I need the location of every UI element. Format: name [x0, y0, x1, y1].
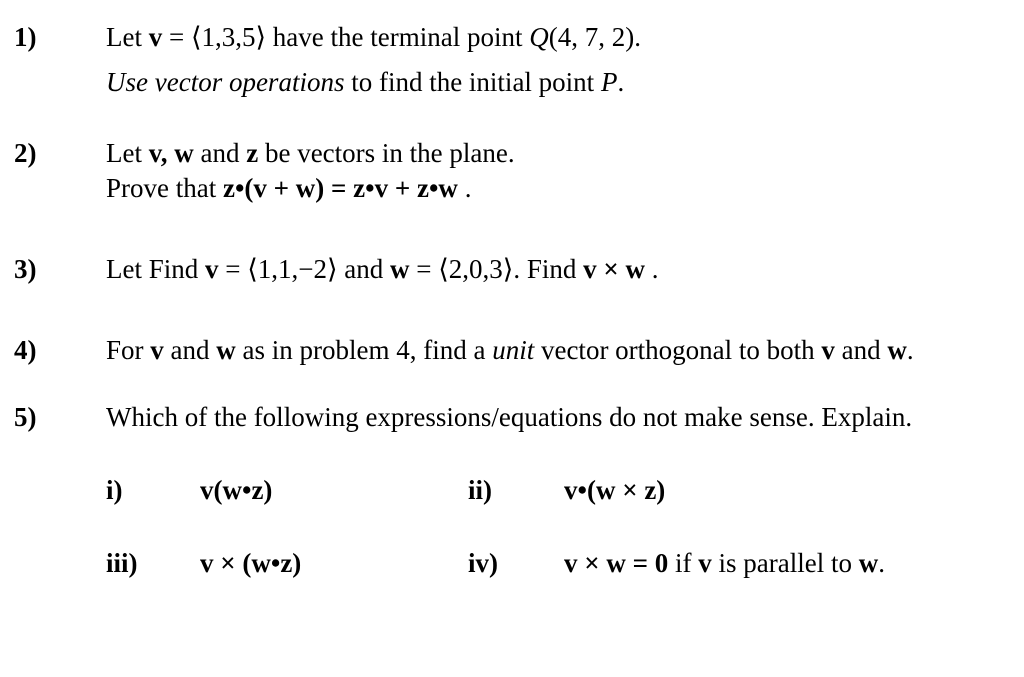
- expression: v(w•z): [200, 475, 273, 505]
- cross-product: v × w: [583, 254, 645, 284]
- vector-v: v: [150, 335, 164, 365]
- problem-1-line-1: [106, 24, 641, 51]
- subitem-iv-expression: [564, 550, 885, 577]
- vector-w: w: [858, 548, 879, 578]
- subitem-iii-expression: [200, 550, 301, 577]
- vector-v: v: [698, 548, 712, 578]
- subitem-iii-label: iii): [106, 548, 138, 578]
- text: and: [834, 335, 888, 365]
- period: .: [645, 254, 659, 284]
- problem-1-line-2: [106, 69, 624, 96]
- text: if: [668, 548, 699, 578]
- problem-5-line-1: Which of the following expressions/equations do not make sense. Explain.: [106, 402, 913, 432]
- vector-v: v: [821, 335, 835, 365]
- subitem-i-label: i): [106, 475, 123, 505]
- vector-z: z: [246, 138, 259, 168]
- equals: =: [409, 254, 439, 284]
- vector-v: v: [148, 22, 163, 52]
- problem-2-line-1: [106, 140, 515, 167]
- comma: ,: [160, 138, 175, 168]
- emphasis-unit: unit: [492, 335, 535, 365]
- subitem-ii-label: ii): [468, 475, 492, 505]
- period: .: [906, 335, 914, 365]
- text: and: [193, 138, 247, 168]
- problem-4-number: 4): [14, 335, 37, 365]
- text: and: [337, 254, 391, 284]
- vector-v-components: ⟨1,1,−2⟩: [247, 254, 338, 284]
- text: . Find: [513, 254, 584, 284]
- subitem-ii-expression: [564, 477, 665, 504]
- vector-w: w: [390, 254, 410, 284]
- point-coordinates: (4, 7, 2).: [548, 22, 641, 52]
- vector-w: w: [174, 138, 194, 168]
- problem-2-line-2: [106, 175, 471, 202]
- emphasis: Use vector operations: [106, 67, 345, 97]
- vector-components: ⟨1,3,5⟩: [190, 22, 267, 52]
- text: For: [106, 335, 151, 365]
- problem-2-number: 2): [14, 138, 37, 168]
- text: vector orthogonal to both: [534, 335, 822, 365]
- problem-5-number: 5): [14, 402, 37, 432]
- period: .: [878, 548, 885, 578]
- problem-3-line-1: [106, 256, 659, 283]
- vector-w: w: [887, 335, 907, 365]
- period: .: [457, 173, 472, 203]
- text: Prove that: [106, 173, 223, 203]
- subitem-iv-label: iv): [468, 548, 498, 578]
- text: Let: [106, 22, 149, 52]
- problem-3-number: 3): [14, 254, 37, 284]
- period: .: [617, 67, 625, 97]
- text: Let Find: [106, 254, 205, 284]
- problem-4-line-1: [106, 337, 914, 364]
- text: have the terminal point: [266, 22, 530, 52]
- text: to find the initial point: [344, 67, 601, 97]
- equals: =: [162, 22, 191, 52]
- text: be vectors in the plane.: [258, 138, 515, 168]
- expression: v•(w × z): [564, 475, 666, 505]
- text: as in problem 4, find a: [235, 335, 493, 365]
- equals: =: [218, 254, 248, 284]
- subitem-i-expression: [200, 477, 272, 504]
- point-p: P: [600, 67, 618, 97]
- expression: v × (w•z): [200, 548, 302, 578]
- text: Let: [106, 138, 149, 168]
- point-q: Q: [529, 22, 549, 52]
- distributive-equation: z•(v + w) = z•v + z•w: [222, 173, 458, 203]
- vector-v: v: [205, 254, 219, 284]
- problem-1-number: 1): [14, 22, 37, 52]
- vector-w-components: ⟨2,0,3⟩: [438, 254, 514, 284]
- expression: v × w = 0: [564, 548, 669, 578]
- vector-w: w: [216, 335, 236, 365]
- text: is parallel to: [711, 548, 859, 578]
- text: and: [163, 335, 217, 365]
- vector-v: v: [148, 138, 161, 168]
